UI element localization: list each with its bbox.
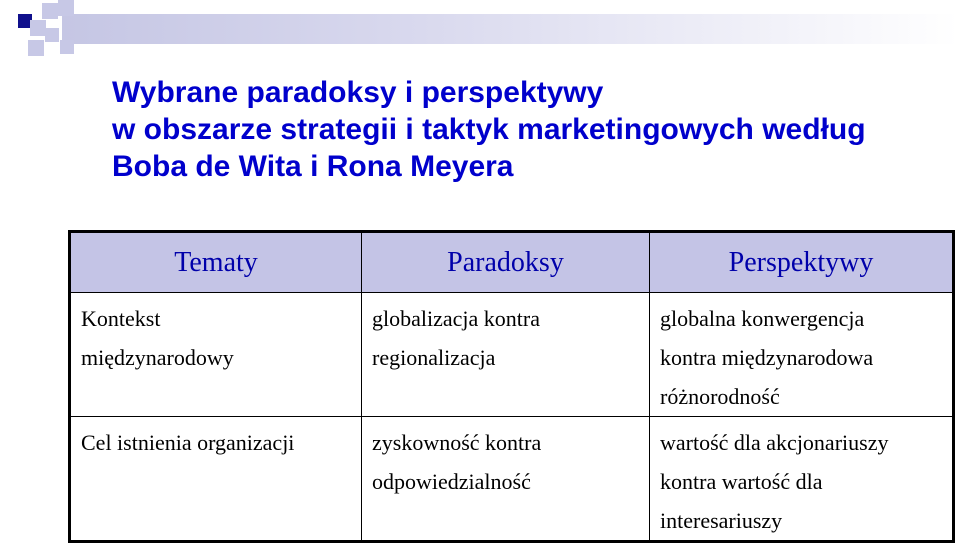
cell-line: interesariuszy bbox=[660, 508, 783, 533]
cell-line: zyskowność kontra bbox=[372, 430, 542, 455]
cell-line: różnorodność bbox=[660, 384, 780, 409]
table-cell-paradox bbox=[362, 293, 650, 417]
cell-line: Cel istnienia organizacji bbox=[81, 430, 295, 455]
header-perspektywy: Perspektywy bbox=[650, 232, 954, 293]
decor-square bbox=[60, 40, 74, 54]
cell-line: kontra wartość dla bbox=[660, 469, 823, 494]
title-line-2: w obszarze strategii i taktyk marketingowych według bbox=[112, 113, 866, 146]
cell-line: międzynarodowy bbox=[81, 345, 234, 370]
cell-line: regionalizacja bbox=[372, 345, 496, 370]
table-cell-topic bbox=[70, 293, 362, 417]
table-header-row bbox=[70, 232, 954, 293]
cell-line: wartość dla akcjonariuszy bbox=[660, 430, 889, 455]
table-row bbox=[70, 293, 954, 417]
table-cell-perspective bbox=[650, 293, 954, 417]
title-line-3: Boba de Wita i Rona Meyera bbox=[112, 150, 514, 183]
cell-line: kontra międzynarodowa bbox=[660, 345, 874, 370]
paradox-table bbox=[68, 230, 955, 543]
cell-line: odpowiedzialność bbox=[372, 469, 531, 494]
table-cell-topic bbox=[70, 417, 362, 542]
cell-line: globalna konwergencja bbox=[660, 306, 865, 331]
decor-square bbox=[45, 28, 59, 42]
table-cell-perspective bbox=[650, 417, 954, 542]
slide-title bbox=[112, 74, 942, 185]
header-tematy: Tematy bbox=[70, 232, 362, 293]
header-paradoksy: Paradoksy bbox=[362, 232, 650, 293]
decor-square bbox=[30, 20, 46, 36]
table-cell-paradox bbox=[362, 417, 650, 542]
header-gradient-bar bbox=[62, 14, 959, 44]
cell-line: Kontekst bbox=[81, 306, 161, 331]
decor-square bbox=[42, 3, 58, 19]
table-row bbox=[70, 417, 954, 542]
decor-square bbox=[58, 0, 74, 16]
title-line-1: Wybrane paradoksy i perspektywy bbox=[112, 76, 604, 109]
cell-line: globalizacja kontra bbox=[372, 306, 540, 331]
decor-square bbox=[28, 40, 44, 56]
